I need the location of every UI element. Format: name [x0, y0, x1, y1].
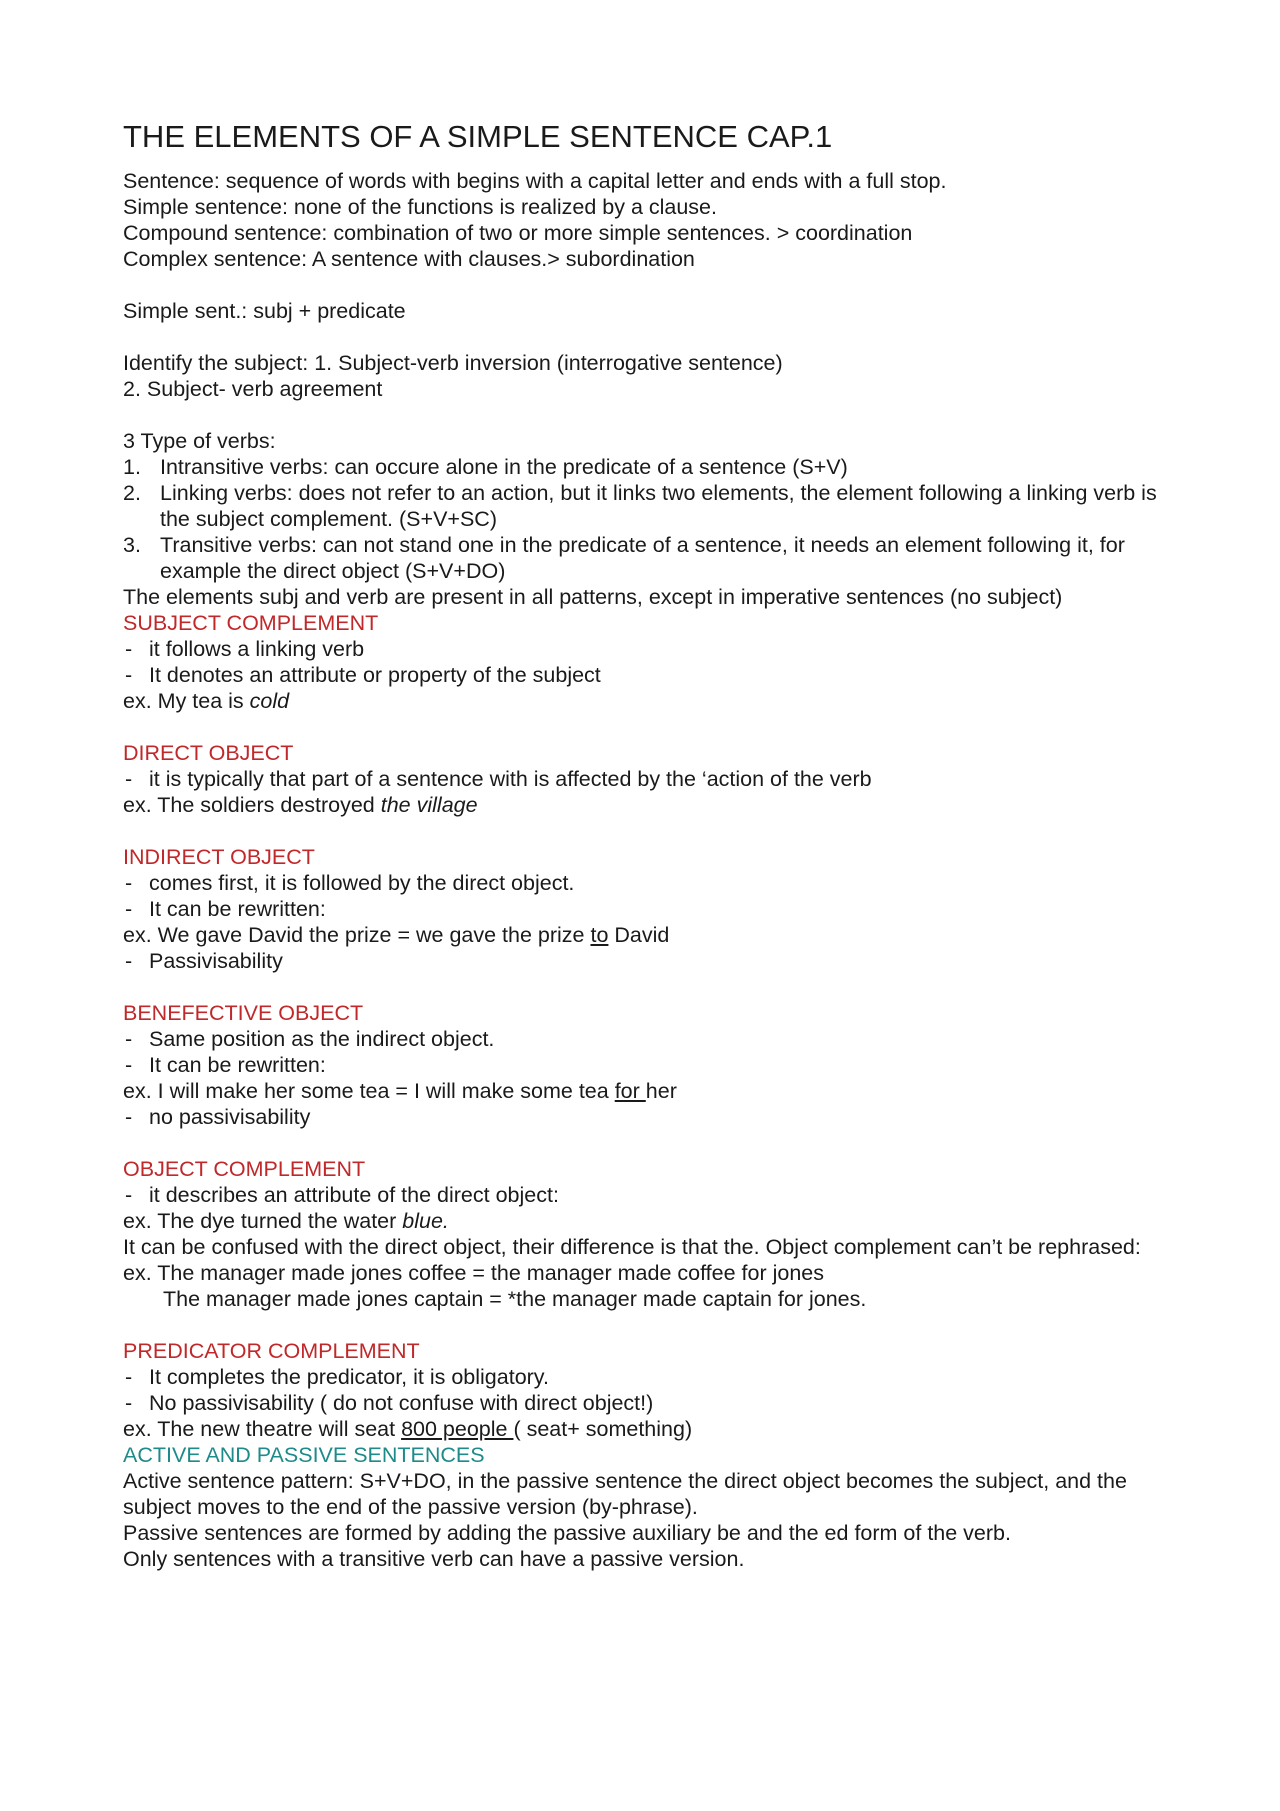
example-line: The manager made jones captain = *the manager made captain for jones. [163, 1287, 867, 1311]
patterns-note: The elements subj and verb are present in all patterns, except in imperative sentences (no subject) [123, 585, 1063, 609]
bullet-item: - No passivisability ( do not confuse with direct object!) [123, 1390, 1173, 1416]
simple-sentence-line: Simple sent.: subj + predicate [123, 299, 406, 323]
example-line: ex. The manager made jones coffee = the manager made coffee for jones [123, 1261, 824, 1285]
section-heading-indirect-object: INDIRECT OBJECT [123, 845, 315, 869]
bullet-item: - Passivisability [123, 948, 1173, 974]
example-line: ex. The dye turned the water blue. [123, 1209, 449, 1233]
bullet-item: - it is typically that part of a sentence with is affected by the ‘action of the verb [123, 766, 1173, 792]
paragraph-line: Active sentence pattern: S+V+DO, in the passive sentence the direct object becomes the subject, and the subject moves to the end of the passive version (by-phrase). [123, 1469, 1127, 1519]
bullet-item: - it follows a linking verb [123, 636, 1173, 662]
example-line: ex. The new theatre will seat 800 people ( seat+ something) [123, 1417, 693, 1441]
intro-line: Sentence: sequence of words with begins with a capital letter and ends with a full stop. [123, 169, 947, 193]
list-item: 3. Transitive verbs: can not stand one in the predicate of a sentence, it needs an element following it, for example the direct object (S+V+DO) [123, 533, 1125, 583]
intro-line: Complex sentence: A sentence with clauses.> subordination [123, 247, 695, 271]
bullet-item: - comes first, it is followed by the direct object. [123, 870, 1173, 896]
identify-line: 2. Subject- verb agreement [123, 377, 383, 401]
list-item: 2. Linking verbs: does not refer to an action, but it links two elements, the element following a linking verb is the subject complement. (S+V+SC) [123, 481, 1157, 531]
section-heading-object-complement: OBJECT COMPLEMENT [123, 1157, 366, 1181]
section-heading-active-passive: ACTIVE AND PASSIVE SENTENCES [123, 1443, 485, 1467]
bullet-item: - no passivisability [123, 1104, 1173, 1130]
example-line: ex. We gave David the prize = we gave the prize to David [123, 923, 670, 947]
page-title: THE ELEMENTS OF A SIMPLE SENTENCE CAP.1 [123, 119, 833, 154]
intro-line: Simple sentence: none of the functions is realized by a clause. [123, 195, 717, 219]
bullet-item: - Same position as the indirect object. [123, 1026, 1173, 1052]
example-line: ex. I will make her some tea = I will make some tea for her [123, 1079, 677, 1103]
bullet-item: - It can be rewritten: [123, 896, 1173, 922]
bullet-item: - It denotes an attribute or property of the subject [123, 662, 1173, 688]
section-heading-predicator-complement: PREDICATOR COMPLEMENT [123, 1339, 420, 1363]
intro-line: Compound sentence: combination of two or more simple sentences. > coordination [123, 221, 913, 245]
bullet-item: - it describes an attribute of the direct object: [123, 1182, 1173, 1208]
note-line: It can be confused with the direct object, their difference is that the. Object complement can’t be rephrased: [123, 1235, 1141, 1259]
example-line: ex. The soldiers destroyed the village [123, 793, 478, 817]
bullet-item: - It completes the predicator, it is obligatory. [123, 1364, 1173, 1390]
bullet-item: - It can be rewritten: [123, 1052, 1173, 1078]
verbs-list [123, 454, 1173, 584]
verbs-heading: 3 Type of verbs: [123, 429, 276, 453]
document-page [123, 118, 1173, 1572]
section-heading-subject-complement: SUBJECT COMPLEMENT [123, 611, 379, 635]
paragraph-line: Only sentences with a transitive verb can have a passive version. [123, 1547, 745, 1571]
section-heading-benefective-object: BENEFECTIVE OBJECT [123, 1001, 364, 1025]
section-heading-direct-object: DIRECT OBJECT [123, 741, 294, 765]
identify-line: Identify the subject: 1. Subject-verb inversion (interrogative sentence) [123, 351, 783, 375]
paragraph-line: Passive sentences are formed by adding the passive auxiliary be and the ed form of the verb. [123, 1521, 1011, 1545]
list-item: 1. Intransitive verbs: can occure alone in the predicate of a sentence (S+V) [123, 455, 848, 479]
example-line: ex. My tea is cold [123, 689, 290, 713]
